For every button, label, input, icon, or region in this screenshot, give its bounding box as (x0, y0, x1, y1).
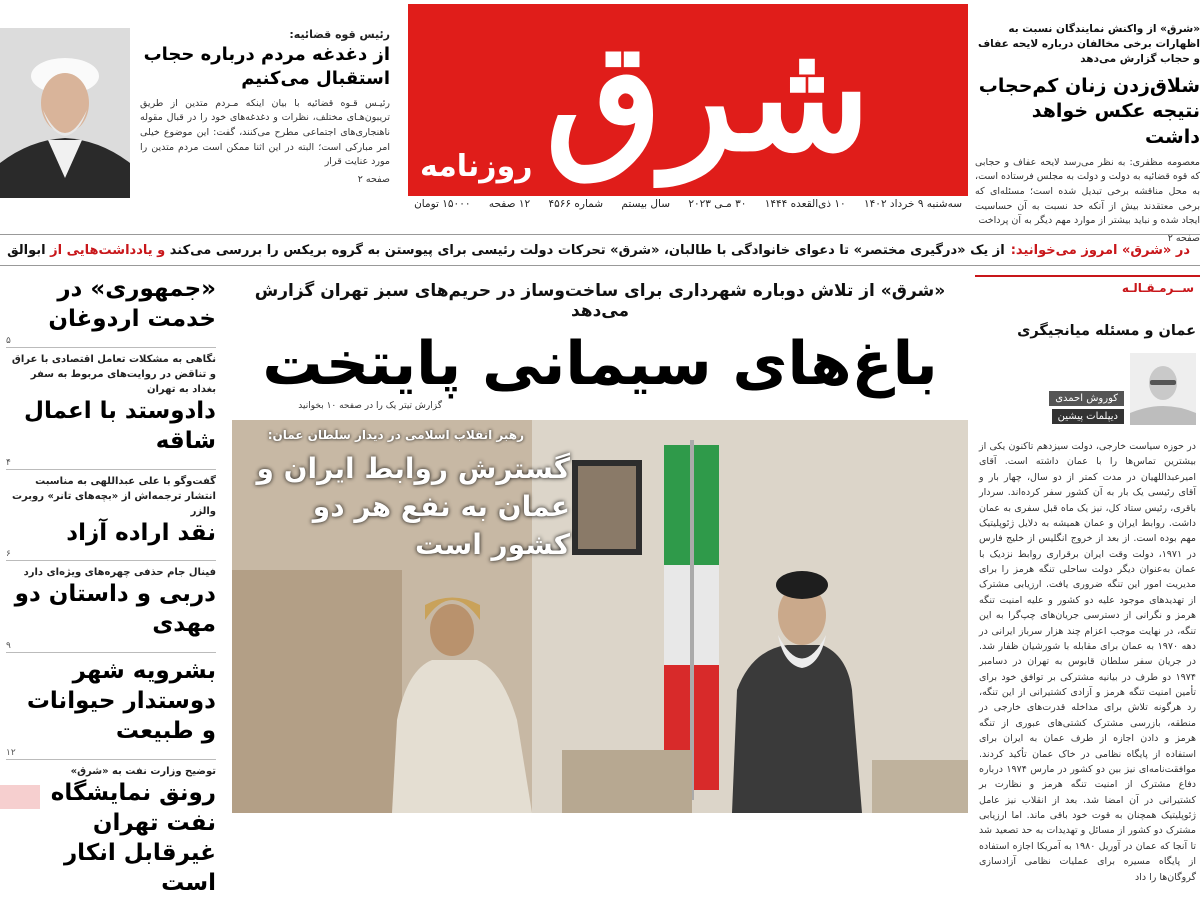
author-role: دیپلمات پیشین (1052, 409, 1124, 424)
editorial-title[interactable]: عمان و مسئله میانجیگری (1017, 323, 1196, 339)
judiciary-page-ref: صفحه ۲ (357, 174, 390, 186)
brief-kicker: نگاهی به مشکلات تعامل اقتصادی با عراق و تناقض در روایت‌های مربوط به سفر بغداد به تهران (11, 353, 216, 395)
todays-highlights-ticker[interactable] (0, 234, 1200, 266)
newspaper-logo (408, 4, 968, 196)
author-block (975, 353, 1200, 433)
brief-item[interactable] (0, 474, 222, 562)
editorial-column[interactable] (975, 275, 1200, 883)
judiciary-kicker: رئیس قوه قضائیه: (289, 28, 390, 41)
ticker-text: از یک «درگیری مختصر» تا دعوای خانوادگی با طالبان، «شرق» تحرکات دولت رئیسی برای پیوستن به گروه بریکس را بررسی می‌کند (169, 242, 1005, 258)
main-story[interactable] (232, 275, 968, 813)
year: سال بیستم (621, 198, 670, 210)
dateline (408, 198, 968, 210)
brief-page: ۹ (6, 640, 216, 653)
brief-page: ۴ (6, 457, 216, 470)
brief-kicker: فینال جام حذفی چهره‌های ویژه‌ای دارد (23, 567, 216, 579)
photo-kicker: رهبر انقلاب اسلامی در دیدار سلطان عمان: (267, 428, 524, 442)
hijab-kicker: «شرق» از واکنش نمایندگان نسبت به اظهارات برخی مخالفان درباره لایحه عفاف و حجاب گزارش می‌دهد (977, 23, 1200, 66)
hijab-headline[interactable]: شلاق‌زدن زنان کم‌حجاب نتیجه عکس خواهد داشت (978, 74, 1200, 148)
photo-headline[interactable]: گسترش روابط ایران و عمان به نفع هر دو کشور است (256, 452, 570, 561)
logo-text: شرق (545, 9, 871, 185)
brief-title[interactable]: بشرویه شهر دوستدار حیوانات و طبیعت (26, 658, 216, 745)
masthead (0, 0, 1200, 245)
left-column-briefs (0, 275, 222, 896)
brief-title[interactable]: دادوستد با اعمال شاقه (24, 397, 216, 454)
ticker-label: در «شرق» امروز می‌خوانید: (1010, 242, 1190, 258)
brief-item[interactable] (0, 275, 222, 348)
main-page-ref: گزارش تیتر یک را در صفحه ۱۰ بخوانید (298, 401, 442, 411)
leader-sultan-meeting-photo (232, 420, 968, 813)
ticker-accent: و یادداشت‌هایی از (50, 242, 166, 258)
issue-number: شماره ۴۵۶۶ (548, 198, 604, 210)
brief-kicker: گفت‌وگو با علی عبداللهی به مناسبت انتشار ترجمه‌اش از «بچه‌های تانر» روبرت والزر (11, 475, 216, 517)
page-count: ۱۲ صفحه (488, 198, 531, 210)
logo-subtitle: روزنامه (420, 149, 533, 184)
judiciary-chief-photo (0, 28, 130, 198)
brief-item[interactable] (0, 352, 222, 470)
author-name: کوروش احمدی (1049, 391, 1124, 406)
date-gregorian: ۳۰ مـی ۲۰۲۳ (688, 198, 747, 210)
brief-page: ۶ (6, 548, 216, 561)
brief-item[interactable] (0, 565, 222, 653)
editorial-body: در حوزه سیاست خارجی، دولت سیزدهم تاکنون یکی از بیشترین تماس‌ها را با عمان داشته است. آقای امیرعبداللهیان در مدت کمتر از دو سال، چهار بار و آقای رئیسی یک بار به آن کشور سفر کرده‌اند. سردار باقری، رئیس ستاد کل، نیز یک ماه قبل سفری به عمان داشت. روابط ایران و عمان همیشه به دلایل ژئوپلیتیک مهم بوده است. از بعد از خروج انگلیس از خلیج فارس در ۱۹۷۱، دولت وقت ایران برقراری روابط نزدیک با عمان به‌عنوان دیگر دولت ساحلی تنگه هرمز را برای مدیریت امور این تنگه ضروری یافت. ارزیابی مشترک از تهدیدهای موجود علیه دو کشور و علیه امنیت تنگه هرمز و نگرانی از دسترسی جریان‌های چپ‌گرا به این تنگه، در نهایت موجب اعزام چند هزار سرباز ایرانی در دهه ۱۹۷۰ به عمان برای مقابله با شورشیان ظفار شد. در جریان سفر سلطان قابوس به تهران در دسامبر ۱۹۷۴ دو طرف در بیانیه مشترکی بر توافق خود برای تأمین امنیت تنگه هرمز و آزادی کشتیرانی از این تنگه، رد هرگونه تلاش برای مداخله قدرت‌های خارجی در منطقه، بازرسی مشترک کشتی‌های عبوری از تنگه هرمز و دادن اجازه از طرف عمان به ایران برای استفاده از پایگاه نظامی در خاک عمان تأکید کردند. موافقت‌نامه‌ای نیز بین دو کشور در مارس ۱۹۷۴ درباره دفاع مشترک از امنیت تنگه هرمز و نظارت بر کشتیرانی در آن امضا شد. بعد از انقلاب نیز عامل ژئوپلیتیک همچنان به قوت خود باقی ماند. اما ارزیابی مشترک دو کشور از مسائل و تهدیدات به حد تصعید شد تا آنجا که عمان در آوریل ۱۹۸۰ به آمریکا اجازه استفاده از پایگاه مسیره برای عملیات نظامی آزادسازی گروگان‌ها را داد (979, 441, 1196, 883)
date-hijri: ۱۰ ذی‌القعده ۱۴۴۴ (764, 198, 846, 210)
author-photo (1130, 353, 1196, 425)
main-kicker: «شرق» از تلاش دوباره شهرداری برای ساخت‌وساز در حریم‌های سبز تهران گزارش می‌دهد (254, 281, 946, 321)
watermark (0, 785, 40, 809)
judiciary-story[interactable] (0, 28, 390, 208)
brief-kicker: توضیح وزارت نفت به «شرق» (70, 765, 216, 777)
brief-page: ۱۲ (6, 747, 216, 760)
price: ۱۵۰۰۰ تومان (414, 198, 471, 210)
brief-title[interactable]: نقد اراده آزاد (66, 519, 216, 546)
brief-page: ۵ (6, 335, 216, 348)
hijab-story[interactable] (975, 22, 1200, 244)
ticker-tail: ابوالق (7, 242, 46, 258)
brief-item[interactable] (0, 657, 222, 760)
judiciary-headline[interactable]: از دغدغه مردم درباره حجاب استقبال می‌کنیم (143, 44, 390, 90)
hijab-body: معصومه مظفری: به نظر می‌رسد لایحه عفاف و حجابی که قوه قضائیه به دولت و دولت به مجلس فرستاده است، به محل مناقشه برخی تبدیل شده است؛ مسئله‌ای که برخی معتقدند بیش از آنکه حد نسبت به آن حساسیت ایجاد شده و نباید بیشتر از موارد مهم دیگر به آن پرداخت (975, 156, 1200, 227)
editorial-tag: ســرمـقـالـه (975, 275, 1200, 295)
brief-title[interactable]: رونق نمایشگاه نفت تهران غیرقابل انکار است (50, 779, 216, 896)
brief-title[interactable]: دربی و داستان دو مهدی (14, 581, 216, 638)
brief-title[interactable]: «جمهوری» در خدمت اردوغان (48, 276, 216, 332)
judiciary-body: رئیـس قـوه قضائیه با بیان اینکه مـردم متدین از طریق تریبون‌هـای مختلف، نظرات و دغدغه‌های خود را در قبال مقوله ناهنجاری‌های اجتماعی مطرح می‌کنند، گفت: این موضوع خیلی امر مبارکی است؛ البته در این اثنا ممکن‌ است مردم متدین را مورد عنایت قرار (140, 97, 390, 168)
date-solar: سه‌شنبه ۹ خرداد ۱۴۰۲ (864, 198, 962, 210)
hijab-page-ref: صفحه ۲ (1167, 233, 1200, 245)
main-headline[interactable]: باغ‌های سیمانی پایتخت (262, 329, 938, 399)
